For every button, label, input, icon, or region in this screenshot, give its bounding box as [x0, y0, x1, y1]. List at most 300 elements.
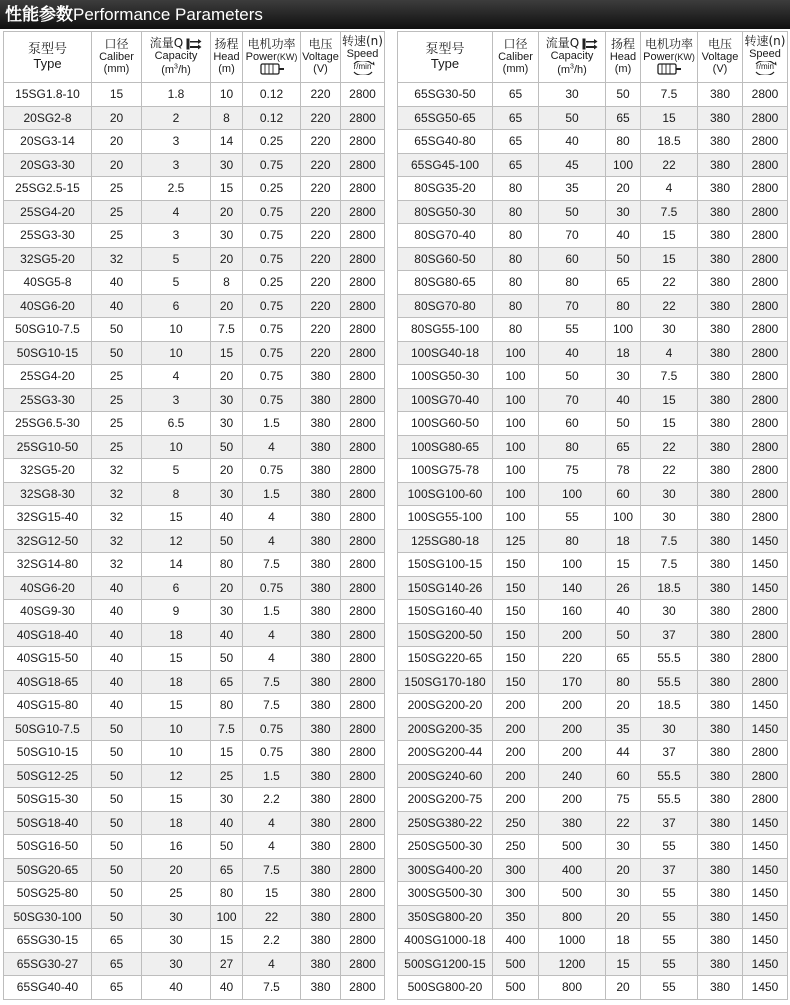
caliber-cell: 80 [493, 294, 539, 318]
table-row [4, 365, 385, 389]
flow-arrows-icon [186, 38, 202, 50]
power-header-en: Power [643, 50, 675, 63]
voltage-cell: 220 [301, 83, 341, 107]
speed-cell: 1450 [743, 905, 788, 929]
power-cell: 22 [641, 271, 698, 295]
caliber-cell: 150 [493, 623, 539, 647]
capacity-cell: 50 [539, 200, 606, 224]
voltage-cell: 380 [698, 905, 743, 929]
speed-header-unit-wrap [348, 61, 378, 75]
type-cell: 50SG25-80 [4, 882, 92, 906]
capacity-header-unit: $(m^3/h)$ [557, 63, 587, 76]
speed-cell: 2800 [341, 600, 385, 624]
col-speed-header [743, 32, 788, 83]
col-head-header [606, 32, 641, 83]
speed-cell: 2800 [341, 177, 385, 201]
speed-cell: 2800 [341, 506, 385, 530]
power-cell: 37 [641, 858, 698, 882]
flow-arrows-icon [582, 38, 598, 50]
speed-cell: 2800 [743, 365, 788, 389]
head-cell: 100 [606, 318, 641, 342]
caliber-cell: 100 [493, 482, 539, 506]
type-cell: 100SG80-65 [398, 435, 493, 459]
type-cell: 125SG80-18 [398, 529, 493, 553]
table-row [398, 294, 788, 318]
speed-cell: 1450 [743, 529, 788, 553]
speed-cell: 2800 [341, 529, 385, 553]
head-cell: 80 [211, 882, 243, 906]
voltage-cell: 380 [698, 83, 743, 107]
speed-cell: 2800 [341, 247, 385, 271]
speed-cell: 2800 [341, 741, 385, 765]
capacity-cell: 2.5 [142, 177, 211, 201]
power-cell: 0.25 [243, 177, 301, 201]
capacity-cell: 10 [142, 435, 211, 459]
caliber-cell: 40 [92, 670, 142, 694]
speed-cell: 2800 [341, 153, 385, 177]
speed-cell: 1450 [743, 976, 788, 1000]
power-cell: 7.5 [641, 365, 698, 389]
caliber-cell: 150 [493, 600, 539, 624]
head-cell: 20 [606, 694, 641, 718]
table-row [4, 905, 385, 929]
table-row [398, 177, 788, 201]
capacity-cell: 30 [142, 952, 211, 976]
caliber-cell: 20 [92, 106, 142, 130]
table-row [398, 905, 788, 929]
caliber-cell: 300 [493, 858, 539, 882]
voltage-cell: 380 [301, 741, 341, 765]
table-row [4, 952, 385, 976]
type-cell: 80SG55-100 [398, 318, 493, 342]
type-cell: 32SG8-30 [4, 482, 92, 506]
voltage-cell: 220 [301, 247, 341, 271]
type-cell: 100SG75-78 [398, 459, 493, 483]
head-cell: 80 [606, 294, 641, 318]
type-cell: 50SG16-50 [4, 835, 92, 859]
table-row [4, 388, 385, 412]
type-cell: 40SG18-40 [4, 623, 92, 647]
head-cell: 7.5 [211, 318, 243, 342]
head-cell: 75 [606, 788, 641, 812]
speed-cell: 2800 [743, 224, 788, 248]
power-cell: 7.5 [641, 553, 698, 577]
type-cell: 65SG50-65 [398, 106, 493, 130]
caliber-cell: 50 [92, 318, 142, 342]
capacity-cell: 100 [539, 553, 606, 577]
table-row [4, 858, 385, 882]
caliber-cell: 200 [493, 694, 539, 718]
head-cell: 35 [606, 717, 641, 741]
type-cell: 40SG15-50 [4, 647, 92, 671]
caliber-cell: 250 [493, 835, 539, 859]
type-cell: 50SG10-15 [4, 741, 92, 765]
capacity-cell: 70 [539, 388, 606, 412]
power-cell: 18.5 [641, 130, 698, 154]
table-row [4, 83, 385, 107]
speed-header-unit-wrap [750, 61, 780, 75]
power-header-en: Power [245, 50, 277, 63]
power-cell: 55 [641, 952, 698, 976]
capacity-cell: 75 [539, 459, 606, 483]
voltage-cell: 380 [698, 224, 743, 248]
head-header-unit: (m) [614, 62, 632, 75]
voltage-cell: 380 [698, 623, 743, 647]
speed-cell: 2800 [341, 858, 385, 882]
power-cell: 18.5 [641, 576, 698, 600]
head-cell: 15 [211, 741, 243, 765]
head-cell: 7.5 [211, 717, 243, 741]
capacity-cell: 200 [539, 717, 606, 741]
table-row [4, 318, 385, 342]
power-cell: 0.75 [243, 459, 301, 483]
table-row [398, 694, 788, 718]
col-caliber-header [92, 32, 142, 83]
capacity-header-en: Capacity [550, 50, 594, 63]
speed-cell: 2800 [743, 482, 788, 506]
power-header-unit: (KW) [674, 51, 695, 62]
speed-header-unit: r/min [353, 61, 372, 71]
power-cell: 55 [641, 905, 698, 929]
caliber-cell: 65 [493, 106, 539, 130]
power-cell: 15 [243, 882, 301, 906]
voltage-cell: 380 [301, 459, 341, 483]
capacity-cell: 40 [539, 130, 606, 154]
head-cell: 18 [606, 529, 641, 553]
table-row [398, 365, 788, 389]
head-cell: 40 [606, 388, 641, 412]
capacity-cell: 55 [539, 318, 606, 342]
capacity-cell: 500 [539, 882, 606, 906]
speed-cell: 2800 [743, 153, 788, 177]
voltage-cell: 380 [301, 905, 341, 929]
voltage-cell: 220 [301, 294, 341, 318]
power-cell: 30 [641, 717, 698, 741]
type-cell: 32SG5-20 [4, 247, 92, 271]
power-cell: 37 [641, 623, 698, 647]
capacity-cell: 5 [142, 271, 211, 295]
voltage-cell: 380 [698, 435, 743, 459]
voltage-cell: 380 [301, 600, 341, 624]
capacity-cell: 380 [539, 811, 606, 835]
head-cell: 25 [211, 764, 243, 788]
caliber-cell: 32 [92, 529, 142, 553]
voltage-cell: 380 [698, 788, 743, 812]
caliber-cell: 65 [493, 153, 539, 177]
capacity-cell: 170 [539, 670, 606, 694]
power-cell: 4 [243, 623, 301, 647]
type-header-en: Type [430, 55, 460, 71]
capacity-cell: 12 [142, 529, 211, 553]
table-row [398, 200, 788, 224]
capacity-cell: 1200 [539, 952, 606, 976]
speed-cell: 2800 [341, 576, 385, 600]
table-row [398, 576, 788, 600]
capacity-cell: 10 [142, 717, 211, 741]
power-header-unit: (KW) [276, 51, 298, 62]
power-cell: 55 [641, 835, 698, 859]
voltage-cell: 220 [301, 224, 341, 248]
voltage-header-en: Voltage [701, 51, 739, 64]
capacity-header-zh: 流量Q [545, 36, 580, 51]
type-cell: 100SG50-30 [398, 365, 493, 389]
caliber-cell: 50 [92, 835, 142, 859]
power-cell: 22 [641, 294, 698, 318]
speed-header-en: Speed [346, 48, 379, 61]
head-cell: 15 [211, 341, 243, 365]
table-row [4, 506, 385, 530]
power-cell: 37 [641, 811, 698, 835]
caliber-cell: 32 [92, 553, 142, 577]
head-cell: 40 [211, 506, 243, 530]
col-type-header [4, 32, 92, 83]
speed-header-zh: 转速(n) [744, 34, 786, 49]
capacity-cell: 14 [142, 553, 211, 577]
table-row [4, 247, 385, 271]
speed-cell: 2800 [341, 553, 385, 577]
capacity-cell: 18 [142, 670, 211, 694]
type-cell: 25SG4-20 [4, 200, 92, 224]
table-row [398, 482, 788, 506]
caliber-cell: 65 [92, 976, 142, 1000]
power-cell: 30 [641, 600, 698, 624]
table-left-header [4, 32, 385, 83]
capacity-cell: 2 [142, 106, 211, 130]
power-cell: 22 [641, 435, 698, 459]
table-row [4, 435, 385, 459]
head-cell: 15 [606, 952, 641, 976]
type-cell: 65SG30-15 [4, 929, 92, 953]
voltage-header-zh: 电压 [308, 37, 333, 52]
type-cell: 65SG30-50 [398, 83, 493, 107]
speed-cell: 2800 [341, 318, 385, 342]
power-cell: 4 [641, 177, 698, 201]
voltage-cell: 380 [698, 553, 743, 577]
type-cell: 80SG50-30 [398, 200, 493, 224]
speed-cell: 2800 [341, 835, 385, 859]
caliber-header-unit: (mm) [502, 62, 529, 75]
capacity-cell: 30 [142, 905, 211, 929]
speed-cell: 2800 [341, 83, 385, 107]
head-cell: 20 [606, 905, 641, 929]
type-cell: 50SG18-40 [4, 811, 92, 835]
voltage-cell: 380 [698, 670, 743, 694]
type-cell: 350SG800-20 [398, 905, 493, 929]
type-cell: 50SG10-7.5 [4, 717, 92, 741]
speed-cell: 2800 [341, 341, 385, 365]
type-cell: 32SG12-50 [4, 529, 92, 553]
table-row [4, 976, 385, 1000]
power-cell: 0.75 [243, 318, 301, 342]
caliber-cell: 80 [493, 318, 539, 342]
head-cell: 30 [606, 835, 641, 859]
type-cell: 50SG20-65 [4, 858, 92, 882]
voltage-cell: 380 [698, 858, 743, 882]
voltage-cell: 380 [301, 694, 341, 718]
motor-icon [656, 63, 682, 75]
capacity-cell: 80 [539, 271, 606, 295]
head-cell: 50 [211, 647, 243, 671]
head-header-en: Head [213, 51, 240, 64]
speed-header-en: Speed [749, 48, 781, 61]
type-cell: 80SG60-50 [398, 247, 493, 271]
speed-cell: 2800 [341, 623, 385, 647]
power-cell: 2.2 [243, 929, 301, 953]
capacity-cell: 70 [539, 224, 606, 248]
power-cell: 7.5 [641, 529, 698, 553]
table-row [4, 200, 385, 224]
voltage-cell: 380 [301, 412, 341, 436]
caliber-cell: 50 [92, 741, 142, 765]
head-cell: 40 [211, 811, 243, 835]
capacity-cell: 80 [539, 529, 606, 553]
head-cell: 50 [606, 412, 641, 436]
speed-cell: 2800 [743, 83, 788, 107]
power-cell: 0.75 [243, 388, 301, 412]
table-row [4, 741, 385, 765]
power-cell: 4 [243, 952, 301, 976]
caliber-cell: 250 [493, 811, 539, 835]
table-row [4, 623, 385, 647]
table-row [398, 106, 788, 130]
voltage-cell: 380 [301, 576, 341, 600]
voltage-cell: 380 [698, 600, 743, 624]
power-cell: 7.5 [243, 858, 301, 882]
type-cell: 50SG15-30 [4, 788, 92, 812]
voltage-cell: 220 [301, 177, 341, 201]
voltage-cell: 380 [698, 271, 743, 295]
capacity-cell: 5 [142, 459, 211, 483]
capacity-cell: 3 [142, 224, 211, 248]
capacity-cell: 1000 [539, 929, 606, 953]
speed-cell: 2800 [743, 741, 788, 765]
head-cell: 8 [211, 271, 243, 295]
caliber-cell: 150 [493, 576, 539, 600]
power-cell: 0.75 [243, 200, 301, 224]
power-cell: 55.5 [641, 788, 698, 812]
capacity-cell: 15 [142, 788, 211, 812]
table-row [4, 929, 385, 953]
head-cell: 50 [606, 623, 641, 647]
type-cell: 25SG3-30 [4, 224, 92, 248]
capacity-cell: 60 [539, 412, 606, 436]
capacity-cell: 35 [539, 177, 606, 201]
voltage-cell: 380 [698, 764, 743, 788]
speed-cell: 1450 [743, 553, 788, 577]
capacity-cell: 15 [142, 506, 211, 530]
col-capacity-header [539, 32, 606, 83]
table-row [4, 459, 385, 483]
head-cell: 30 [211, 224, 243, 248]
speed-cell: 2800 [341, 882, 385, 906]
capacity-header-en: Capacity [154, 50, 198, 63]
head-cell: 50 [606, 247, 641, 271]
caliber-cell: 40 [92, 694, 142, 718]
voltage-cell: 380 [698, 341, 743, 365]
speed-cell: 2800 [743, 459, 788, 483]
head-cell: 20 [211, 365, 243, 389]
power-cell: 22 [641, 153, 698, 177]
voltage-cell: 220 [301, 200, 341, 224]
table-row [398, 341, 788, 365]
capacity-cell: 10 [142, 741, 211, 765]
col-voltage-header [301, 32, 341, 83]
caliber-cell: 32 [92, 506, 142, 530]
speed-cell: 2800 [341, 905, 385, 929]
table-right-body [398, 83, 788, 1000]
speed-cell: 2800 [341, 365, 385, 389]
speed-cell: 2800 [341, 717, 385, 741]
type-cell: 32SG15-40 [4, 506, 92, 530]
power-header-zh: 电机功率 [644, 36, 693, 51]
speed-cell: 2800 [743, 106, 788, 130]
head-cell: 30 [606, 365, 641, 389]
capacity-cell: 50 [539, 106, 606, 130]
type-cell: 25SG6.5-30 [4, 412, 92, 436]
caliber-cell: 50 [92, 717, 142, 741]
type-cell: 250SG500-30 [398, 835, 493, 859]
head-cell: 65 [211, 858, 243, 882]
caliber-cell: 65 [92, 929, 142, 953]
type-cell: 300SG500-30 [398, 882, 493, 906]
voltage-cell: 380 [301, 811, 341, 835]
speed-cell: 1450 [743, 858, 788, 882]
capacity-cell: 220 [539, 647, 606, 671]
caliber-cell: 20 [92, 153, 142, 177]
table-row [398, 506, 788, 530]
caliber-cell: 100 [493, 365, 539, 389]
capacity-cell: 50 [539, 365, 606, 389]
head-cell: 100 [606, 153, 641, 177]
table-row [4, 271, 385, 295]
head-cell: 8 [211, 106, 243, 130]
head-cell: 60 [606, 482, 641, 506]
header-row [4, 32, 385, 83]
voltage-cell: 380 [698, 952, 743, 976]
head-cell: 44 [606, 741, 641, 765]
head-cell: 20 [211, 200, 243, 224]
capacity-cell: 55 [539, 506, 606, 530]
voltage-cell: 220 [301, 271, 341, 295]
caliber-cell: 200 [493, 717, 539, 741]
caliber-cell: 100 [493, 435, 539, 459]
caliber-cell: 200 [493, 764, 539, 788]
speed-cell: 2800 [341, 811, 385, 835]
capacity-cell: 160 [539, 600, 606, 624]
head-header-zh: 扬程 [214, 37, 239, 52]
caliber-cell: 80 [493, 224, 539, 248]
power-cell: 0.75 [243, 294, 301, 318]
power-cell: 55 [641, 976, 698, 1000]
voltage-cell: 220 [301, 106, 341, 130]
power-cell: 30 [641, 506, 698, 530]
capacity-cell: 200 [539, 694, 606, 718]
head-cell: 50 [211, 529, 243, 553]
table-row [4, 670, 385, 694]
head-header-unit: (m) [218, 62, 235, 75]
head-cell: 78 [606, 459, 641, 483]
speed-cell: 2800 [743, 294, 788, 318]
head-cell: 100 [211, 905, 243, 929]
type-cell: 150SG170-180 [398, 670, 493, 694]
caliber-cell: 200 [493, 741, 539, 765]
voltage-cell: 380 [698, 929, 743, 953]
head-cell: 26 [606, 576, 641, 600]
voltage-cell: 220 [301, 153, 341, 177]
speed-cell: 2800 [743, 388, 788, 412]
type-cell: 200SG200-35 [398, 717, 493, 741]
voltage-cell: 380 [698, 106, 743, 130]
